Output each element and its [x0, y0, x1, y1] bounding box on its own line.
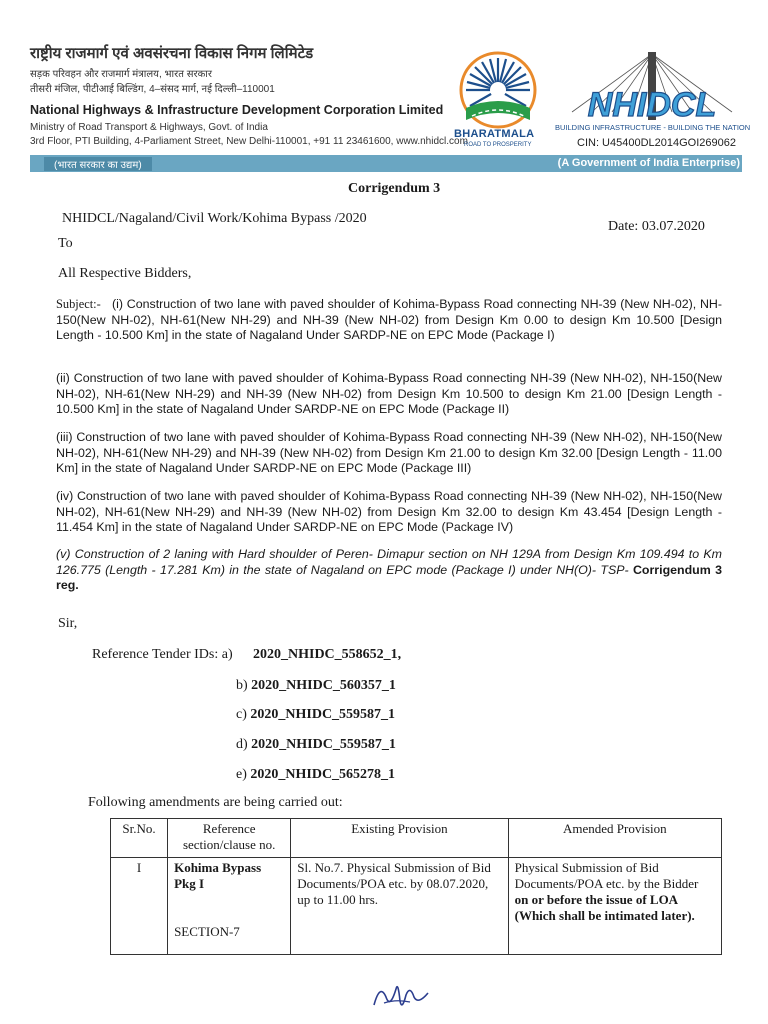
cell-reference-section: SECTION-7	[174, 924, 240, 939]
nhidcl-tagline: BUILDING INFRASTRUCTURE - BUILDING THE NATION	[555, 123, 751, 132]
nhidcl-logo-icon	[552, 50, 752, 126]
tender-ids-label: Reference Tender IDs: a)	[92, 647, 233, 662]
signature-icon	[366, 975, 436, 1015]
subject-label: Subject:-	[56, 297, 101, 311]
tender-id-e-value: 2020_NHIDC_565278_1	[250, 767, 396, 782]
table-header-row	[111, 819, 722, 858]
tender-id-d	[236, 737, 396, 753]
tender-id-c	[236, 707, 395, 723]
bharatmala-tagline: ROAD TO PROSPERITY	[464, 142, 532, 148]
org-name: National Highways & Infrastructure Development Corporation Limited	[30, 103, 444, 117]
amendments-intro: Following amendments are being carried out:	[88, 795, 343, 810]
bharatmala-name: BHARATMALA	[454, 128, 535, 140]
cell-reference-title: Kohima Bypass Pkg I	[174, 860, 262, 891]
subject-i-text: (i) Construction of two lane with paved shoulder of Kohima-Bypass Road connecting NH-39 (New NH-02), NH-150(New NH-02), NH-61(New NH-29) and NH-39 (New NH-02) from Design Km 0.00 to design Km 10.500 [Design Length - 10.500 Km] in the state of Nagaland Under SARDP-NE on EPC Mode (Package I)	[56, 297, 723, 343]
subject-ii: (ii) Construction of two lane with paved shoulder of Kohima-Bypass Road connecting NH-39 (New NH-02), NH-150(New NH-02), NH-61(New NH-29) and NH-39 (New NH-02) from Design Km 10.500 to design Km 21.00 [Design Length - 10.500 Km] in the state of Nagaland Under SARDP-NE on EPC Mode (Package II)	[56, 371, 722, 417]
tender-id-d-value: 2020_NHIDC_559587_1	[251, 737, 396, 752]
tender-id-e-prefix: e)	[236, 767, 251, 782]
address-line: 3rd Floor, PTI Building, 4-Parliament Street, New Delhi-110001, +91 11 23461600, www.nhidcl.com	[30, 136, 468, 147]
tender-id-b-value: 2020_NHIDC_560357_1	[251, 678, 396, 693]
tender-id-a-value: 2020_NHIDC_558652_1,	[253, 647, 402, 662]
cell-sr-no: I	[111, 858, 168, 955]
cell-existing: Sl. No.7. Physical Submission of Bid Documents/POA etc. by 08.07.2020, up to 11.00 hrs.	[291, 858, 508, 955]
subject-iv: (iv) Construction of two lane with paved shoulder of Kohima-Bypass Road connecting NH-39 (New NH-02), NH-150(New NH-02), NH-61(New NH-29) and NH-39 (New NH-02) from Design Km 32.00 to design Km 43.454 [Design Length - 11.454 Km] in the state of Nagaland Under SARDP-NE on EPC Mode (Package IV)	[56, 489, 722, 535]
table-row	[111, 858, 722, 955]
address-hindi: तीसरी मंजिल, पीटीआई बिल्डिंग, 4–संसद मार्ग, नई दिल्ली–110001	[30, 84, 275, 95]
tender-id-d-prefix: d)	[236, 737, 252, 752]
nhidcl-logo-text: NHIDCL	[587, 86, 717, 124]
header-sr-no: Sr.No.	[111, 819, 168, 858]
header-existing: Existing Provision	[291, 819, 508, 858]
tender-id-b	[236, 678, 396, 694]
cell-reference	[168, 858, 291, 955]
subject-v-bold: Corrigendum 3 reg.	[56, 562, 722, 593]
reference-number: NHIDCL/Nagaland/Civil Work/Kohima Bypass /2020	[62, 211, 367, 226]
cell-amended-plain: Physical Submission of Bid Documents/POA etc. by the Bidder	[514, 860, 699, 891]
org-name-hindi: राष्ट्रीय राजमार्ग एवं अवसंरचना विकास निगम लिमिटेड	[30, 45, 314, 62]
salutation: Sir,	[58, 616, 78, 631]
ministry-hindi: सड़क परिवहन और राजमार्ग मंत्रालय, भारत सरकार	[30, 69, 212, 80]
cell-amended-bold: on or before the issue of LOA (Which shall be intimated later).	[514, 892, 695, 923]
tender-id-c-prefix: c)	[236, 707, 251, 722]
subject-i	[56, 297, 722, 344]
bharatmala-logo-icon	[458, 50, 538, 130]
header-amended: Amended Provision	[508, 819, 721, 858]
subject-iii: (iii) Construction of two lane with paved shoulder of Kohima-Bypass Road connecting NH-39 (New NH-02), NH-150(New NH-02), NH-61(New NH-29) and NH-39 (New NH-02) from Design Km 21.00 to design Km 32.00 [Design Length - 11.00 Km] in the state of Nagaland Under SARDP-NE on EPC Mode (Package III)	[56, 430, 722, 476]
document-title: Corrigendum 3	[348, 181, 441, 196]
banner-right-text: (A Government of India Enterprise)	[557, 157, 740, 169]
ministry-line: Ministry of Road Transport & Highways, Govt. of India	[30, 122, 268, 133]
document-date: Date: 03.07.2020	[608, 219, 705, 234]
tender-id-e	[236, 767, 395, 783]
amendments-table	[110, 818, 722, 955]
cell-amended	[508, 858, 721, 955]
tender-id-b-prefix: b)	[236, 678, 252, 693]
tender-id-a	[253, 647, 401, 663]
subject-v	[56, 547, 722, 594]
banner-left-text: (भारत सरकार का उद्यम)	[44, 157, 152, 171]
tender-id-c-value: 2020_NHIDC_559587_1	[250, 707, 396, 722]
cin-number: CIN: U45400DL2014GOI269062	[577, 137, 736, 149]
to-label: To	[58, 236, 73, 251]
addressee: All Respective Bidders,	[58, 266, 192, 281]
header-reference: Reference section/clause no.	[168, 819, 291, 858]
subject-v-text: (v) Construction of 2 laning with Hard shoulder of Peren- Dimapur section on NH 129A from Design Km 109.494 to Km 126.775 (Length - 17.281 Km) in the state of Nagaland on EPC mode (Package I) under NH(O)- TSP-	[56, 547, 722, 577]
